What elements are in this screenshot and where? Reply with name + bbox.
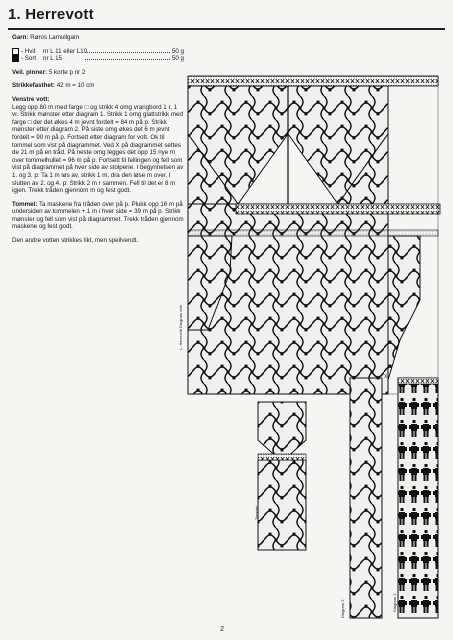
mitten-chart-label: L. Herrevott Diagram vott [178, 305, 183, 350]
yarn-value: Røros Lamullgarn [30, 34, 80, 41]
left-mitten-text: Legg opp 80 m med farge □ og strikk 4 omg vrangbord 1 r, 1 vr. Strikk mønster etter diagram 1. Strikk 1 omg glattstrikk med farge □ der det økes 4 m jevnt fordelt = 84 m på p. Strikk mønster etter diagram 2. På siste omg økes det 6 m jevnt fordelt = 90 m på p. Fortsett etter diagram for vott. Ok til tommel som vist på diagrammet. Ved X på diagrammet settes de 21 m på en tråd. På neste omg legges det opp 15 nye m over tommelhullet = 96 m på p. Fortsett til fellingen og fell som vist på diagrammet på hver side av stolpene. I begynnelsen av 1. og 3. p: Ta 1 m løs av, strikk 1 m, dra den løse m over. I slutten av 2. og 4. p: Strikk 2 m r sammen. Fell til det er 8 m igjen. Trekk tråden gjennom m og fest godt. [12, 103, 184, 195]
yarn-code: nr L 11 eller L10 [43, 47, 88, 55]
thumb-text: Ta maskene fra tråden over på p. Plukk opp 16 m på undersiden av tommelen + 1 m i hver side = 39 m på p. Strikk mønster og fell som vist på diagrammet. Trekk tråden gjennom maskene og fest godt. [12, 200, 184, 231]
mitten-chart [188, 76, 440, 394]
thumb-body [258, 460, 306, 550]
yarn-color-name: - Sort [21, 55, 37, 63]
diagram-2 [350, 378, 382, 618]
mid-x-band [236, 204, 440, 214]
gauge-value: 42 m = 10 cm [56, 82, 95, 90]
closing-line: Den andre votten strikkes likt, men speilvendt. [12, 237, 139, 245]
page-title: 1. Herrevott [8, 6, 94, 23]
yarn-amount: 50 g [171, 55, 184, 63]
page-number: 2 [220, 626, 224, 633]
diagram-1-top-band [398, 378, 438, 384]
thumb-chart [258, 402, 306, 550]
thumb-chart-label: Tommel [254, 505, 259, 520]
x-marker: X [384, 374, 388, 380]
diagram-1 [398, 378, 438, 618]
yarn-amount: 50 g [171, 47, 184, 55]
diagram-1-label: Diagram 1 [392, 593, 397, 612]
yarn-label: Garn: [12, 34, 29, 41]
needles-label: Veil. pinner: [12, 68, 48, 76]
gauge-label: Strikkefasthet: [12, 82, 55, 90]
thumb-x-band [258, 454, 306, 460]
diagram-2-label: Diagram 2 [340, 599, 345, 618]
grid-strip [188, 230, 438, 236]
needles-value: 5 korte p nr 2 [48, 68, 86, 76]
yarn-code: nr L 15 [43, 55, 63, 63]
thumb-heading: Tommel: [12, 200, 38, 208]
mitten-thumb-gusset [388, 236, 420, 380]
yarn-color-name: - Hvit [21, 47, 36, 55]
thumb-tip [258, 402, 306, 462]
top-x-band [188, 76, 438, 86]
left-mitten-heading: Venstre vott: [12, 95, 50, 103]
cuff-charts [350, 378, 438, 618]
